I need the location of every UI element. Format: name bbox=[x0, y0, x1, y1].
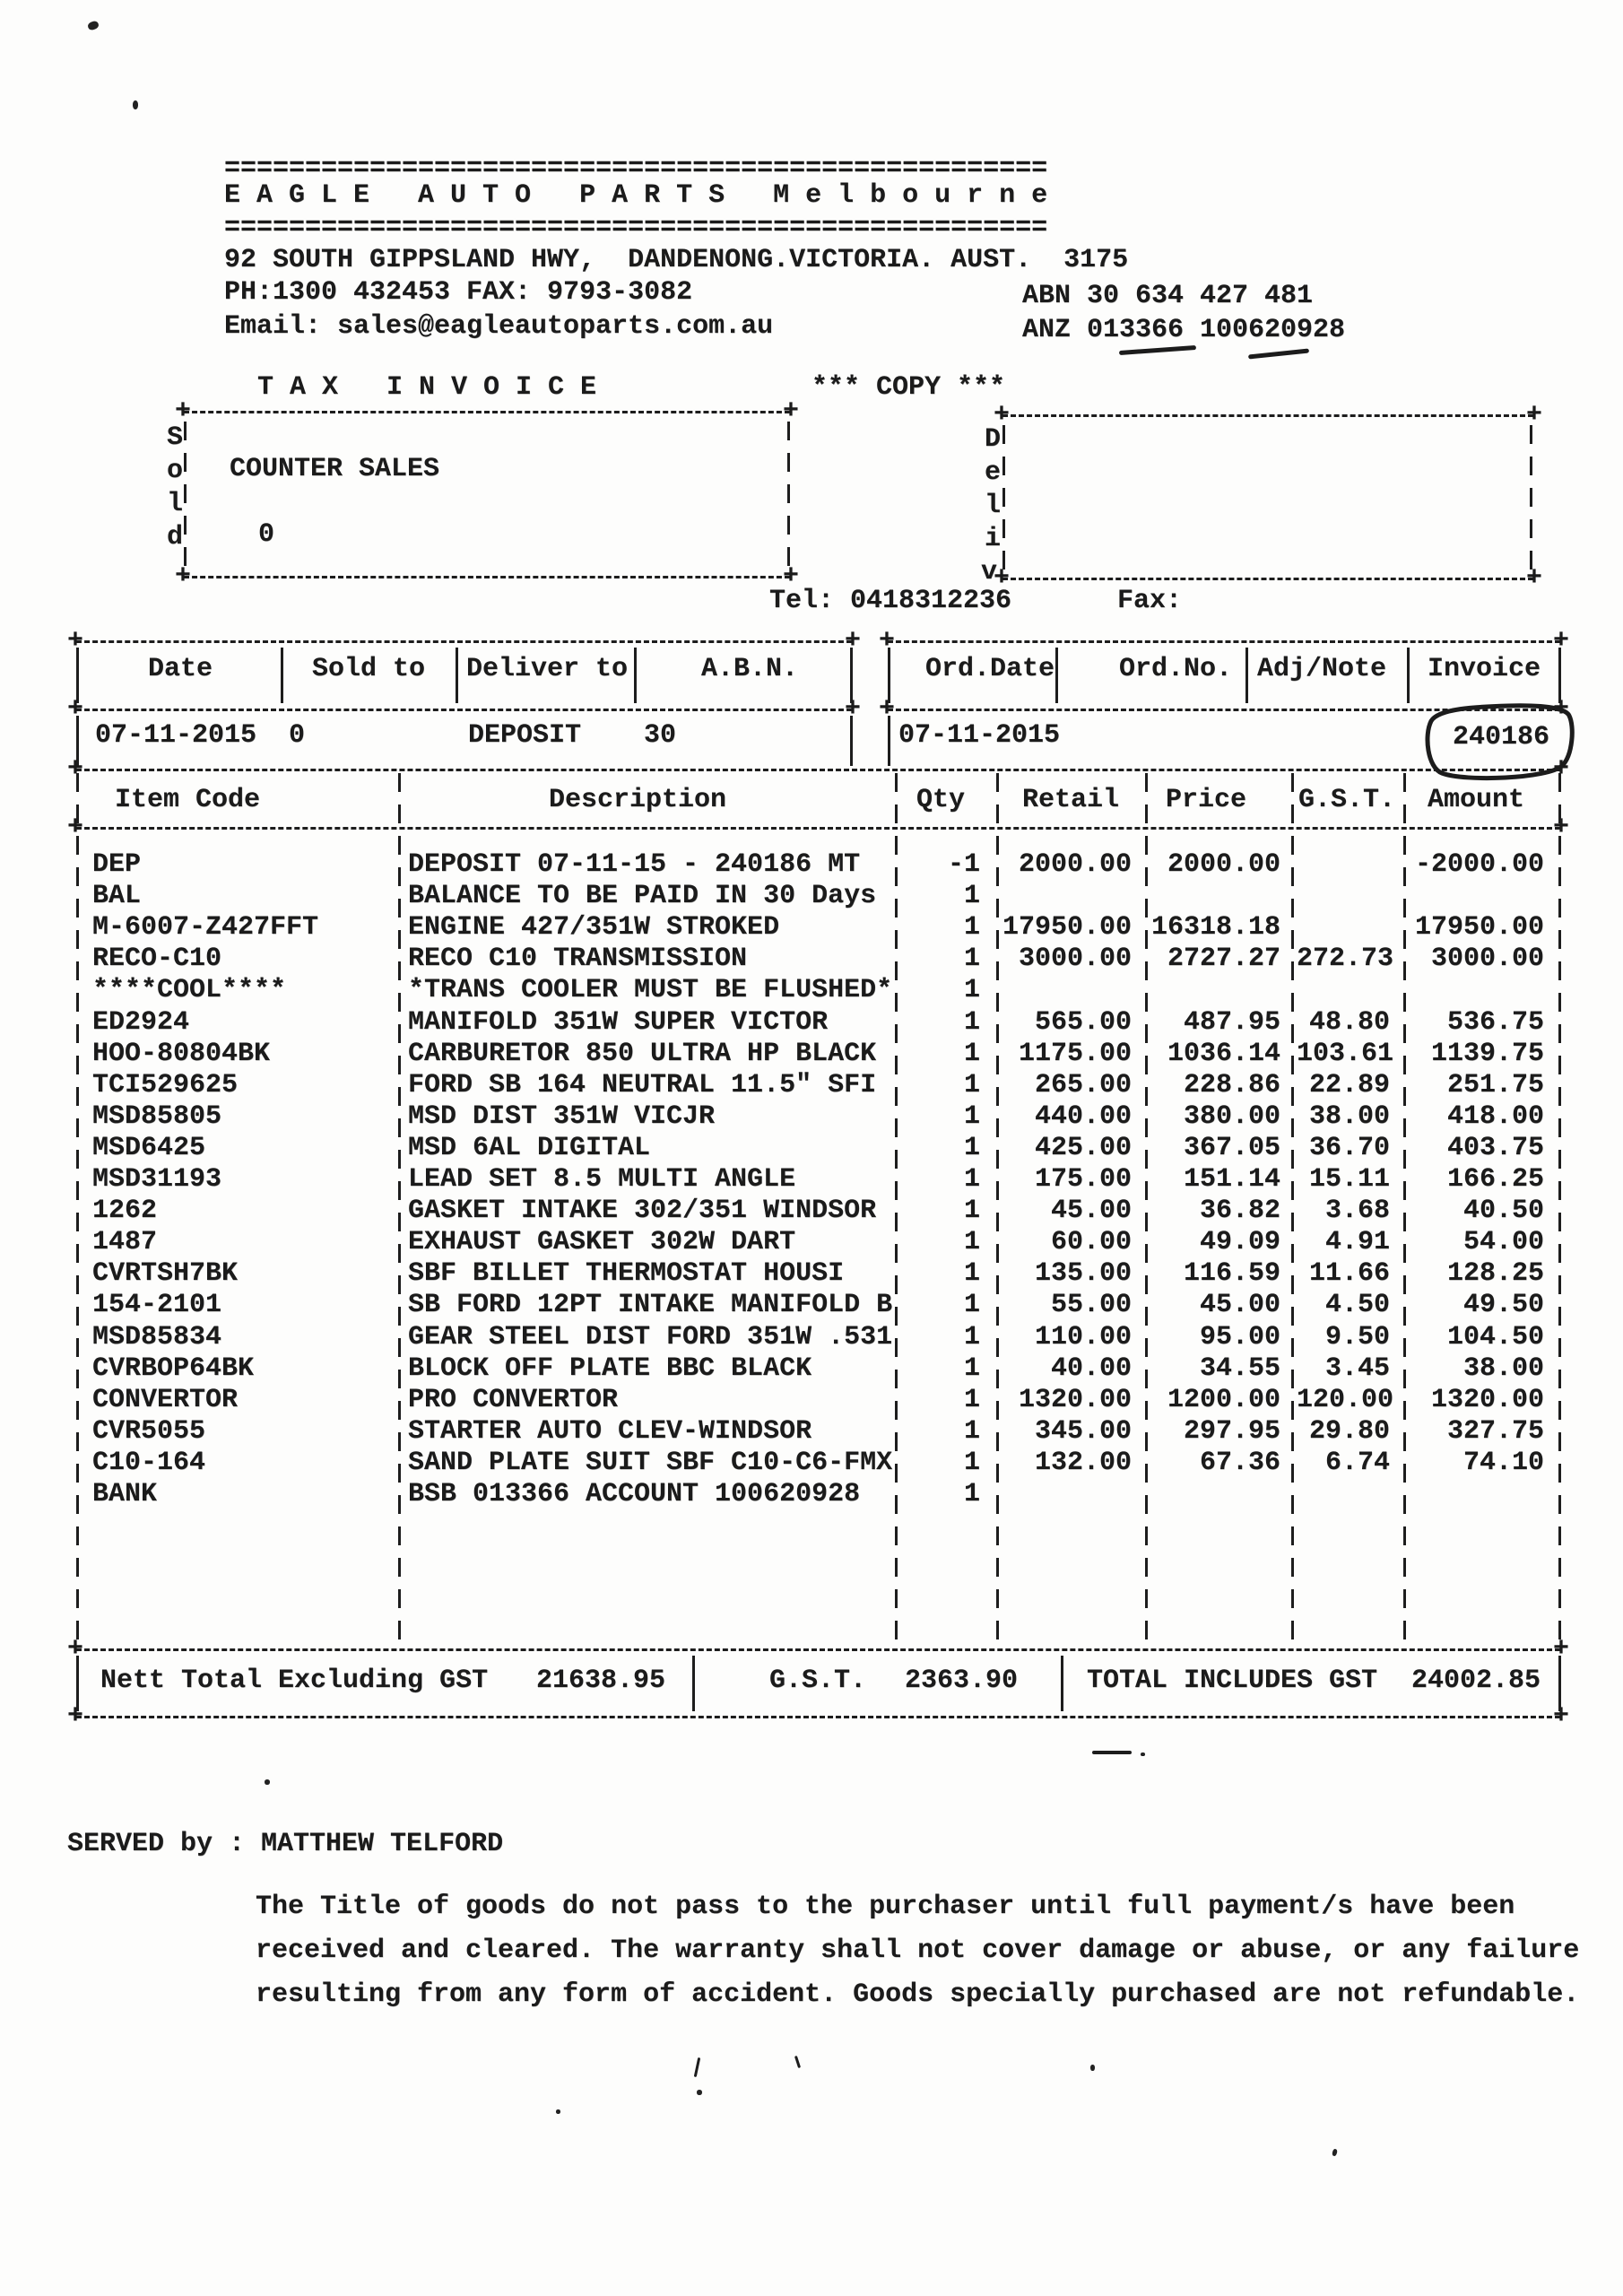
ink-speck bbox=[794, 2056, 801, 2068]
ink-speck bbox=[1092, 1751, 1132, 1754]
sold-label-letter: d bbox=[167, 522, 184, 552]
cell-retail: 565.00 bbox=[1034, 1006, 1132, 1038]
pen-underline bbox=[1248, 348, 1309, 359]
order-table-rule bbox=[888, 640, 1560, 643]
cell-qty: 1 bbox=[963, 1479, 980, 1509]
cell-price: 67.36 bbox=[1199, 1447, 1280, 1478]
cell-description: GASKET INTAKE 302/351 WINDSOR bbox=[408, 1196, 877, 1227]
order-table-pipe bbox=[1558, 648, 1561, 703]
totals-pipe bbox=[1061, 1656, 1063, 1711]
cell-description: *TRANS COOLER MUST BE FLUSHED* bbox=[408, 975, 893, 1006]
cell-price: 36.82 bbox=[1199, 1196, 1280, 1227]
table-row bbox=[76, 1070, 1560, 1102]
company-bank-ref: ANZ 013366 100620928 bbox=[1022, 315, 1346, 345]
cell-description: EXHAUST GASKET 302W DART bbox=[408, 1227, 796, 1258]
cell-qty: 1 bbox=[963, 1100, 980, 1132]
order-table-pipe bbox=[850, 716, 853, 766]
cell-retail: 265.00 bbox=[1034, 1069, 1132, 1100]
sold-box-top-rule bbox=[184, 411, 790, 413]
deliver-box-bottom-rule bbox=[1002, 578, 1533, 580]
table-row bbox=[76, 1416, 1560, 1448]
cell-amount: 1320.00 bbox=[1430, 1384, 1544, 1415]
cell-price: 49.09 bbox=[1199, 1227, 1280, 1258]
table-row bbox=[76, 1039, 1560, 1071]
cell-description: STARTER AUTO CLEV-WINDSOR bbox=[408, 1415, 812, 1447]
cell-gst: 103.61 bbox=[1297, 1038, 1394, 1069]
ink-speck bbox=[87, 20, 100, 31]
order-value-abn: 30 bbox=[644, 720, 677, 751]
company-phone-fax: PH:1300 432453 FAX: 9793-3082 bbox=[224, 277, 693, 308]
order-table-pipe bbox=[888, 648, 890, 703]
order-table-pipe bbox=[1055, 648, 1058, 703]
ink-speck bbox=[133, 100, 138, 109]
gst-total-value: 2363.90 bbox=[904, 1665, 1018, 1696]
cell-gst: 4.50 bbox=[1324, 1290, 1390, 1321]
terms-line: The Title of goods do not pass to the purchaser until full payment/s have been bbox=[256, 1892, 1515, 1922]
totals-pipe bbox=[692, 1656, 695, 1711]
table-row bbox=[76, 1258, 1560, 1291]
order-table-pipe bbox=[76, 648, 79, 703]
items-table-rule bbox=[76, 827, 1560, 830]
order-header-abn: A.B.N. bbox=[701, 654, 799, 684]
cell-description: MSD DIST 351W VICJR bbox=[408, 1100, 716, 1132]
divider-top: =================================================== bbox=[224, 153, 1048, 184]
cell-description: DEPOSIT 07-11-15 - 240186 MT bbox=[408, 849, 861, 880]
cell-qty: 1 bbox=[963, 1290, 980, 1321]
cell-gst: 9.50 bbox=[1324, 1321, 1390, 1352]
cell-retail: 55.00 bbox=[1050, 1290, 1132, 1321]
company-address: 92 SOUTH GIPPSLAND HWY, DANDENONG.VICTORIA. AUST. 3175 bbox=[224, 245, 1129, 275]
cell-qty: 1 bbox=[963, 1164, 980, 1195]
cell-qty: 1 bbox=[963, 1321, 980, 1352]
grand-total-label: TOTAL INCLUDES GST bbox=[1087, 1665, 1378, 1696]
cell-item-code: MSD85834 bbox=[92, 1321, 222, 1352]
cell-item-code: HOO-80804BK bbox=[92, 1038, 271, 1069]
table-row bbox=[76, 1322, 1560, 1354]
table-row bbox=[76, 881, 1560, 913]
cell-price: 2727.27 bbox=[1167, 944, 1280, 975]
cell-qty: 1 bbox=[963, 944, 980, 975]
cell-gst: 120.00 bbox=[1297, 1384, 1394, 1415]
order-value-deliver-to: DEPOSIT bbox=[468, 720, 582, 751]
company-abn: ABN 30 634 427 481 bbox=[1022, 281, 1314, 311]
ink-speck bbox=[556, 2109, 560, 2114]
sold-label-letter: S bbox=[167, 422, 184, 453]
cell-description: SBF BILLET THERMOSTAT HOUSI bbox=[408, 1258, 845, 1290]
table-row bbox=[76, 944, 1560, 976]
cell-qty: 1 bbox=[963, 975, 980, 1006]
totals-bottom-rule bbox=[76, 1716, 1560, 1718]
sold-to-account: 0 bbox=[258, 519, 275, 550]
cell-qty: 1 bbox=[963, 1038, 980, 1069]
cell-retail: 17950.00 bbox=[1002, 912, 1132, 944]
cell-qty: 1 bbox=[963, 1352, 980, 1384]
cell-gst: 38.00 bbox=[1308, 1100, 1390, 1132]
order-header-invoice: Invoice bbox=[1428, 654, 1541, 684]
cell-gst: 4.91 bbox=[1324, 1227, 1390, 1258]
cell-qty: 1 bbox=[963, 1196, 980, 1227]
cell-description: PRO CONVERTOR bbox=[408, 1384, 619, 1415]
cell-retail: 175.00 bbox=[1034, 1164, 1132, 1195]
order-header-adj-note: Adj/Note bbox=[1257, 654, 1387, 684]
table-row bbox=[76, 912, 1560, 944]
cell-price: 1200.00 bbox=[1167, 1384, 1280, 1415]
cell-amount: 418.00 bbox=[1446, 1100, 1544, 1132]
cell-gst: 36.70 bbox=[1308, 1132, 1390, 1163]
ink-speck bbox=[1090, 2065, 1095, 2071]
cell-gst: 272.73 bbox=[1297, 944, 1394, 975]
cell-qty: 1 bbox=[963, 1447, 980, 1478]
deliver-box-right-edge bbox=[1530, 425, 1532, 570]
cell-retail: 1320.00 bbox=[1018, 1384, 1132, 1415]
terms-line: received and cleared. The warranty shall not cover damage or abuse, or any failure bbox=[256, 1935, 1580, 1966]
cell-item-code: CONVERTOR bbox=[92, 1384, 239, 1415]
items-header-gst: G.S.T. bbox=[1298, 785, 1396, 815]
totals-top-rule bbox=[76, 1648, 1560, 1651]
nett-total-label: Nett Total Excluding GST bbox=[100, 1665, 489, 1696]
cell-item-code: CVRTSH7BK bbox=[92, 1258, 239, 1290]
cell-item-code: MSD6425 bbox=[92, 1132, 206, 1163]
cell-item-code: CVRBOP64BK bbox=[92, 1352, 255, 1384]
table-row bbox=[76, 975, 1560, 1007]
cell-retail: 2000.00 bbox=[1018, 849, 1132, 880]
items-header-item-code: Item Code bbox=[115, 785, 261, 815]
cell-description: CARBURETOR 850 ULTRA HP BLACK bbox=[408, 1038, 877, 1069]
order-table-pipe bbox=[1245, 648, 1248, 703]
cell-retail: 135.00 bbox=[1034, 1258, 1132, 1290]
cell-item-code: TCI529625 bbox=[92, 1069, 239, 1100]
grand-total-value: 24002.85 bbox=[1410, 1665, 1541, 1696]
table-row bbox=[76, 1290, 1560, 1322]
sold-label-letter: o bbox=[167, 456, 184, 486]
cell-description: FORD SB 164 NEUTRAL 11.5" SFI bbox=[408, 1069, 877, 1100]
cell-amount: 38.00 bbox=[1462, 1352, 1544, 1384]
cell-item-code: RECO-C10 bbox=[92, 944, 222, 975]
cell-qty: 1 bbox=[963, 1227, 980, 1258]
deliver-label-letter: l bbox=[985, 491, 1002, 521]
company-name: E A G L E A U T O P A R T S M e l b o u r n e bbox=[224, 180, 1048, 211]
cell-price: 2000.00 bbox=[1167, 849, 1280, 880]
cell-price: 297.95 bbox=[1183, 1415, 1280, 1447]
order-table-pipe bbox=[456, 648, 458, 703]
cell-price: 1036.14 bbox=[1167, 1038, 1280, 1069]
table-row bbox=[76, 1227, 1560, 1259]
cell-amount: -2000.00 bbox=[1414, 849, 1544, 880]
cell-amount: 327.75 bbox=[1446, 1415, 1544, 1447]
sold-label-letter: l bbox=[167, 489, 184, 519]
cell-price: 367.05 bbox=[1183, 1132, 1280, 1163]
cell-gst: 3.45 bbox=[1324, 1352, 1390, 1384]
cell-item-code: BANK bbox=[92, 1479, 158, 1509]
cell-amount: 3000.00 bbox=[1430, 944, 1544, 975]
cell-gst: 29.80 bbox=[1308, 1415, 1390, 1447]
cell-retail: 3000.00 bbox=[1018, 944, 1132, 975]
cell-amount: 128.25 bbox=[1446, 1258, 1544, 1290]
table-row bbox=[76, 1133, 1560, 1165]
ink-speck bbox=[265, 1779, 270, 1785]
cell-item-code: M-6007-Z427FFT bbox=[92, 912, 319, 944]
order-header-ord-date: Ord.Date bbox=[925, 654, 1055, 684]
cell-price: 487.95 bbox=[1183, 1006, 1280, 1038]
ink-speck bbox=[694, 2057, 701, 2077]
order-table-rule bbox=[76, 709, 852, 711]
cell-retail: 110.00 bbox=[1034, 1321, 1132, 1352]
deliver-box-left-edge bbox=[1002, 425, 1005, 570]
table-row bbox=[76, 1353, 1560, 1386]
order-value-sold-to: 0 bbox=[289, 720, 306, 751]
order-table-pipe bbox=[888, 716, 890, 766]
cell-description: GEAR STEEL DIST FORD 351W .531 bbox=[408, 1321, 893, 1352]
cell-description: ENGINE 427/351W STROKED bbox=[408, 912, 780, 944]
cell-price: 151.14 bbox=[1183, 1164, 1280, 1195]
cell-qty: 1 bbox=[963, 1258, 980, 1290]
ink-speck bbox=[697, 2090, 702, 2095]
sold-box-bottom-rule bbox=[184, 576, 790, 578]
ink-speck bbox=[1332, 2148, 1338, 2156]
cell-description: MANIFOLD 351W SUPER VICTOR bbox=[408, 1006, 829, 1038]
ink-speck bbox=[1141, 1752, 1145, 1756]
cell-amount: 251.75 bbox=[1446, 1069, 1544, 1100]
sold-to-customer: COUNTER SALES bbox=[230, 454, 440, 484]
cell-retail: 425.00 bbox=[1034, 1132, 1132, 1163]
table-row bbox=[76, 1196, 1560, 1228]
cell-gst: 11.66 bbox=[1308, 1258, 1390, 1290]
totals-pipe bbox=[76, 1656, 79, 1711]
copy-label: *** COPY *** bbox=[812, 372, 1006, 403]
pen-underline bbox=[1119, 345, 1196, 355]
order-table-pipe bbox=[850, 648, 853, 703]
order-value-ord-date: 07-11-2015 bbox=[898, 720, 1061, 751]
cell-gst: 15.11 bbox=[1308, 1164, 1390, 1195]
cell-qty: 1 bbox=[963, 1006, 980, 1038]
cell-price: 228.86 bbox=[1183, 1069, 1280, 1100]
cell-gst: 48.80 bbox=[1308, 1006, 1390, 1038]
cell-qty: 1 bbox=[963, 1415, 980, 1447]
cell-price: 45.00 bbox=[1199, 1290, 1280, 1321]
cell-amount: 1139.75 bbox=[1430, 1038, 1544, 1069]
sold-box-left-edge bbox=[184, 422, 187, 570]
cell-amount: 166.25 bbox=[1446, 1164, 1544, 1195]
cell-qty: 1 bbox=[963, 881, 980, 912]
cell-retail: 345.00 bbox=[1034, 1415, 1132, 1447]
cell-description: SB FORD 12PT INTAKE MANIFOLD B bbox=[408, 1290, 893, 1321]
cell-gst: 22.89 bbox=[1308, 1069, 1390, 1100]
gst-total-label: G.S.T. bbox=[769, 1665, 867, 1696]
order-table-pipe bbox=[281, 648, 283, 703]
items-header-amount: Amount bbox=[1428, 785, 1525, 815]
items-header-description: Description bbox=[549, 785, 727, 815]
cell-description: SAND PLATE SUIT SBF C10-C6-FMX bbox=[408, 1447, 893, 1478]
cell-price: 34.55 bbox=[1199, 1352, 1280, 1384]
table-row bbox=[76, 1164, 1560, 1196]
deliver-box-top-rule bbox=[1002, 414, 1533, 417]
served-by: SERVED by : MATTHEW TELFORD bbox=[67, 1829, 504, 1859]
cell-amount: 74.10 bbox=[1462, 1447, 1544, 1478]
cell-retail: 40.00 bbox=[1050, 1352, 1132, 1384]
cell-item-code: MSD85805 bbox=[92, 1100, 222, 1132]
cell-item-code: MSD31193 bbox=[92, 1164, 222, 1195]
order-table-pipe bbox=[1407, 648, 1410, 703]
cell-item-code: 1487 bbox=[92, 1227, 158, 1258]
cell-item-code: BAL bbox=[92, 881, 142, 912]
cell-price: 16318.18 bbox=[1150, 912, 1280, 944]
order-header-deliver-to: Deliver to bbox=[466, 654, 629, 684]
order-table-pipe bbox=[634, 648, 637, 703]
cell-description: BSB 013366 ACCOUNT 100620928 bbox=[408, 1479, 861, 1509]
cell-retail: 440.00 bbox=[1034, 1100, 1132, 1132]
document-title: T A X I N V O I C E bbox=[257, 372, 597, 403]
deliver-label-letter: v bbox=[981, 557, 998, 587]
cell-description: BLOCK OFF PLATE BBC BLACK bbox=[408, 1352, 812, 1384]
order-header-ord-no: Ord.No. bbox=[1119, 654, 1233, 684]
company-email: Email: sales@eagleautoparts.com.au bbox=[224, 311, 774, 342]
cell-amount: 40.50 bbox=[1462, 1196, 1544, 1227]
table-row bbox=[76, 849, 1560, 882]
cell-description: MSD 6AL DIGITAL bbox=[408, 1132, 651, 1163]
deliver-label-letter: e bbox=[985, 457, 1002, 488]
items-table-rule bbox=[76, 769, 1560, 771]
order-table-rule bbox=[76, 640, 852, 643]
cell-price: 380.00 bbox=[1183, 1100, 1280, 1132]
items-header-qty: Qty bbox=[916, 785, 966, 815]
cell-amount: 49.50 bbox=[1462, 1290, 1544, 1321]
terms-line: resulting from any form of accident. Goods specially purchased are not refundable. bbox=[256, 1979, 1580, 2010]
cell-gst: 6.74 bbox=[1324, 1447, 1390, 1478]
table-row bbox=[76, 1448, 1560, 1480]
items-header-retail: Retail bbox=[1022, 785, 1120, 815]
nett-total-value: 21638.95 bbox=[535, 1665, 665, 1696]
cell-price: 116.59 bbox=[1183, 1258, 1280, 1290]
order-header-date: Date bbox=[148, 654, 213, 684]
sold-box-right-edge bbox=[787, 422, 790, 570]
invoice-number: 240186 bbox=[1453, 722, 1550, 752]
order-header-sold-to: Sold to bbox=[312, 654, 426, 684]
cell-description: BALANCE TO BE PAID IN 30 Days bbox=[408, 881, 877, 912]
table-row bbox=[76, 1101, 1560, 1134]
cell-amount: 54.00 bbox=[1462, 1227, 1544, 1258]
cell-retail: 132.00 bbox=[1034, 1447, 1132, 1478]
cell-gst: 3.68 bbox=[1324, 1196, 1390, 1227]
cell-item-code: ED2924 bbox=[92, 1006, 190, 1038]
cell-retail: 60.00 bbox=[1050, 1227, 1132, 1258]
order-value-date: 07-11-2015 bbox=[95, 720, 257, 751]
cell-retail: 45.00 bbox=[1050, 1196, 1132, 1227]
cell-description: RECO C10 TRANSMISSION bbox=[408, 944, 748, 975]
cell-amount: 104.50 bbox=[1446, 1321, 1544, 1352]
cell-retail: 1175.00 bbox=[1018, 1038, 1132, 1069]
cell-item-code: 1262 bbox=[92, 1196, 158, 1227]
table-row bbox=[76, 1479, 1560, 1511]
totals-pipe bbox=[1558, 1656, 1561, 1711]
cell-qty: 1 bbox=[963, 912, 980, 944]
table-row bbox=[76, 1007, 1560, 1039]
cell-qty: -1 bbox=[947, 849, 980, 880]
deliver-label-letter: i bbox=[985, 524, 1002, 554]
cell-price: 95.00 bbox=[1199, 1321, 1280, 1352]
cell-amount: 403.75 bbox=[1446, 1132, 1544, 1163]
fax-label: Fax: bbox=[1117, 586, 1183, 616]
cell-amount: 17950.00 bbox=[1414, 912, 1544, 944]
cell-item-code: DEP bbox=[92, 849, 142, 880]
cell-item-code: ****COOL**** bbox=[92, 975, 287, 1006]
cell-qty: 1 bbox=[963, 1132, 980, 1163]
cell-qty: 1 bbox=[963, 1069, 980, 1100]
cell-item-code: 154-2101 bbox=[92, 1290, 222, 1321]
cell-description: LEAD SET 8.5 MULTI ANGLE bbox=[408, 1164, 796, 1195]
table-row bbox=[76, 1385, 1560, 1417]
divider-bottom: =================================================== bbox=[224, 213, 1048, 243]
cell-qty: 1 bbox=[963, 1384, 980, 1415]
deliver-label-letter: D bbox=[985, 424, 1002, 455]
items-header-price: Price bbox=[1166, 785, 1247, 815]
cell-item-code: C10-164 bbox=[92, 1447, 206, 1478]
cell-amount: 536.75 bbox=[1446, 1006, 1544, 1038]
cell-item-code: CVR5055 bbox=[92, 1415, 206, 1447]
tel-number: Tel: 0418312236 bbox=[769, 586, 1012, 616]
